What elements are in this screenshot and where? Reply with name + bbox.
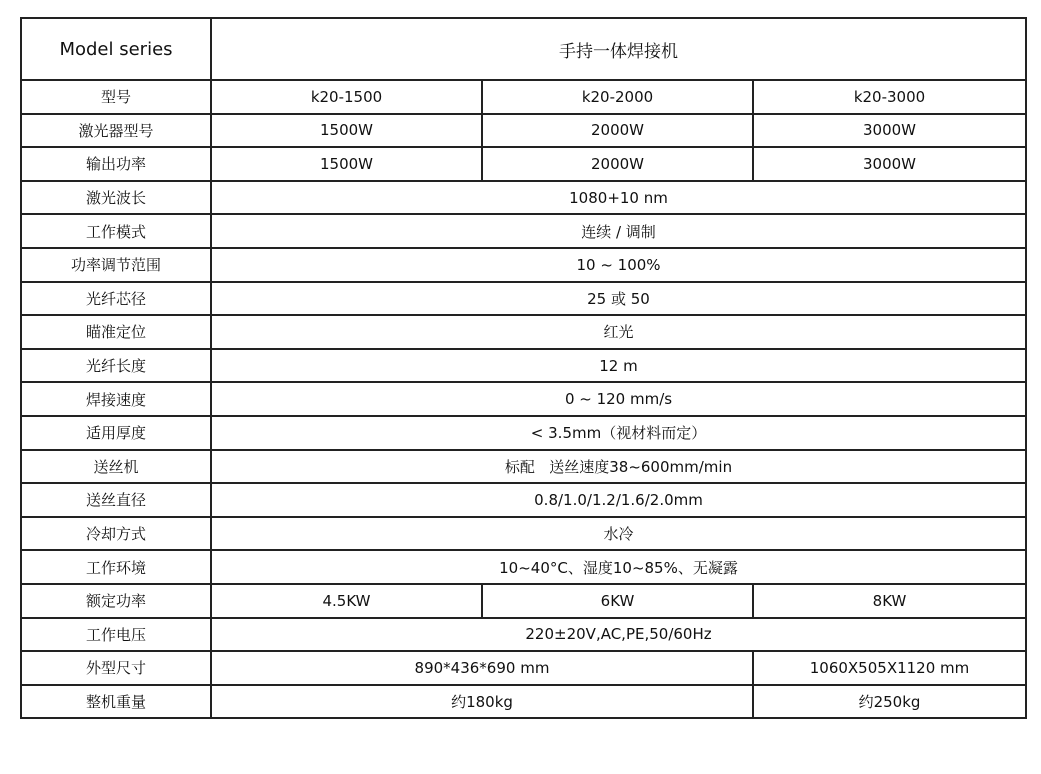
cell-value: 25 或 50 xyxy=(211,282,1026,316)
row-label: 整机重量 xyxy=(21,685,211,719)
table-row xyxy=(21,114,1026,148)
row-label: 外型尺寸 xyxy=(21,651,211,685)
cell-value: 4.5KW xyxy=(211,584,482,618)
table-row xyxy=(21,282,1026,316)
table-row xyxy=(21,349,1026,383)
cell-value: 12 m xyxy=(211,349,1026,383)
table-row xyxy=(21,517,1026,551)
row-label: 送丝机 xyxy=(21,450,211,484)
table-row xyxy=(21,450,1026,484)
table-row xyxy=(21,618,1026,652)
table-row xyxy=(21,315,1026,349)
product-title: 手持一体焊接机 xyxy=(211,18,1026,80)
table-row xyxy=(21,214,1026,248)
cell-value: 1500W xyxy=(211,147,482,181)
cell-value: 水冷 xyxy=(211,517,1026,551)
model-series-label: Model series xyxy=(21,18,211,80)
cell-value: 1080+10 nm xyxy=(211,181,1026,215)
cell-value: 10 ~ 100% xyxy=(211,248,1026,282)
cell-value: 220±20V,AC,PE,50/60Hz xyxy=(211,618,1026,652)
row-label: 冷却方式 xyxy=(21,517,211,551)
table-row xyxy=(21,550,1026,584)
cell-value: 约250kg xyxy=(753,685,1026,719)
row-label: 工作电压 xyxy=(21,618,211,652)
cell-value: 1500W xyxy=(211,114,482,148)
table-header-row xyxy=(21,18,1026,80)
cell-value: 红光 xyxy=(211,315,1026,349)
table-row xyxy=(21,483,1026,517)
table-row xyxy=(21,651,1026,685)
cell-value: 8KW xyxy=(753,584,1026,618)
cell-value: 3000W xyxy=(753,147,1026,181)
table-row xyxy=(21,147,1026,181)
cell-value: 2000W xyxy=(482,147,753,181)
row-label: 瞄准定位 xyxy=(21,315,211,349)
table-row xyxy=(21,248,1026,282)
row-label: 工作模式 xyxy=(21,214,211,248)
row-label: 激光器型号 xyxy=(21,114,211,148)
cell-value: 6KW xyxy=(482,584,753,618)
row-label: 额定功率 xyxy=(21,584,211,618)
row-label: 焊接速度 xyxy=(21,382,211,416)
cell-value: 10~40°C、湿度10~85%、无凝露 xyxy=(211,550,1026,584)
cell-value: 约180kg xyxy=(211,685,753,719)
row-label: 功率调节范围 xyxy=(21,248,211,282)
table-row xyxy=(21,181,1026,215)
cell-value: 标配 送丝速度38~600mm/min xyxy=(211,450,1026,484)
cell-value: k20-3000 xyxy=(753,80,1026,114)
cell-value: 0 ~ 120 mm/s xyxy=(211,382,1026,416)
table-row xyxy=(21,80,1026,114)
cell-value: 2000W xyxy=(482,114,753,148)
row-label: 适用厚度 xyxy=(21,416,211,450)
row-label: 光纤长度 xyxy=(21,349,211,383)
table-row xyxy=(21,584,1026,618)
cell-value: 3000W xyxy=(753,114,1026,148)
cell-value: 890*436*690 mm xyxy=(211,651,753,685)
cell-value: k20-2000 xyxy=(482,80,753,114)
row-label: 输出功率 xyxy=(21,147,211,181)
row-label: 型号 xyxy=(21,80,211,114)
spec-table xyxy=(20,17,1027,719)
row-label: 工作环境 xyxy=(21,550,211,584)
table-row xyxy=(21,685,1026,719)
cell-value: < 3.5mm（视材料而定） xyxy=(211,416,1026,450)
cell-value: 连续 / 调制 xyxy=(211,214,1026,248)
table-row xyxy=(21,416,1026,450)
row-label: 激光波长 xyxy=(21,181,211,215)
cell-value: 0.8/1.0/1.2/1.6/2.0mm xyxy=(211,483,1026,517)
row-label: 光纤芯径 xyxy=(21,282,211,316)
cell-value: k20-1500 xyxy=(211,80,482,114)
table-row xyxy=(21,382,1026,416)
cell-value: 1060X505X1120 mm xyxy=(753,651,1026,685)
row-label: 送丝直径 xyxy=(21,483,211,517)
